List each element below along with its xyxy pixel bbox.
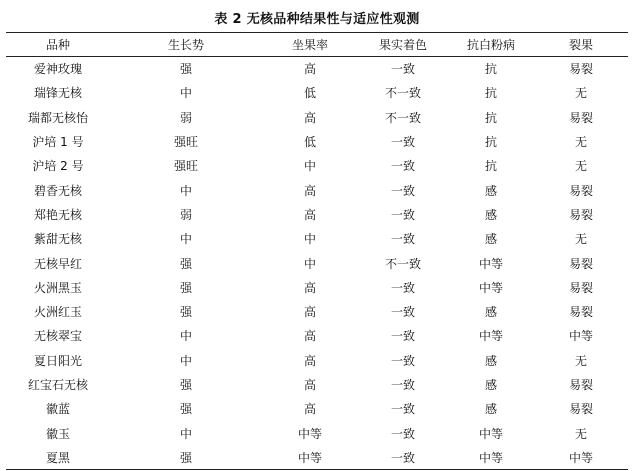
cell-cultivar: 沪培 1 号 (32, 135, 84, 150)
table-row (6, 445, 628, 469)
cell-powdery-mildew-resistance: 感 (484, 378, 497, 392)
cell-fruit-set-rate: 高 (303, 207, 316, 222)
cell-powdery-mildew-resistance: 中等 (478, 426, 503, 441)
cell-fruit-coloring: 一致 (390, 159, 415, 174)
cell-growth-vigor: 中 (179, 183, 192, 198)
cell-fruit-coloring: 一致 (390, 232, 415, 247)
table-row (6, 251, 628, 275)
cell-growth-vigor: 中 (179, 329, 192, 344)
cell-cultivar: 碧香无核 (33, 183, 82, 198)
cell-fruit-cracking: 易裂 (568, 402, 593, 417)
cell-fruit-cracking: 易裂 (568, 256, 593, 271)
cell-growth-vigor: 弱 (179, 110, 192, 125)
cell-fruit-set-rate: 高 (303, 110, 316, 125)
table-row (6, 324, 628, 348)
cell-fruit-set-rate: 中等 (262, 445, 358, 469)
cell-fruit-coloring: 一致 (390, 62, 415, 77)
cell-cultivar: 火洲红玉 (33, 305, 82, 320)
cell-fruit-set-rate: 高 (303, 378, 316, 392)
cell-powdery-mildew-resistance: 感 (484, 207, 497, 222)
cell-cultivar: 夏日阳光 (33, 353, 82, 368)
cell-growth-vigor: 中 (179, 426, 192, 441)
cell-cultivar: 无核翠宝 (33, 329, 82, 344)
table-row (6, 81, 628, 105)
cell-growth-vigor: 弱 (179, 207, 192, 222)
table-row (6, 397, 628, 421)
cell-growth-vigor: 强 (110, 445, 262, 469)
cell-fruit-cracking: 易裂 (568, 207, 593, 222)
cell-fruit-set-rate: 高 (303, 305, 316, 320)
cell-cultivar: 徽蓝 (45, 402, 70, 417)
cell-fruit-set-rate: 高 (303, 62, 316, 77)
cell-cultivar: 无核早红 (33, 256, 82, 271)
cell-fruit-set-rate: 高 (303, 353, 316, 368)
cell-growth-vigor: 中 (179, 86, 192, 101)
table-caption: 表 2 无核品种结果性与适应性观测 (214, 12, 420, 27)
cell-fruit-cracking: 无 (574, 232, 587, 247)
cell-fruit-set-rate: 中 (303, 256, 316, 271)
cell-fruit-coloring: 一致 (390, 353, 415, 368)
cell-fruit-cracking: 易裂 (568, 305, 593, 320)
cell-powdery-mildew-resistance: 感 (484, 402, 497, 417)
table-row (6, 227, 628, 251)
cell-growth-vigor: 强 (179, 378, 192, 392)
cell-fruit-set-rate: 中 (303, 232, 316, 247)
cell-fruit-coloring: 不一致 (384, 256, 421, 271)
cell-fruit-coloring: 一致 (390, 280, 415, 295)
cell-fruit-cracking: 无 (574, 135, 587, 150)
cell-fruit-cracking: 易裂 (568, 183, 593, 198)
cell-fruit-cracking: 无 (574, 86, 587, 101)
table-row (6, 178, 628, 202)
cell-fruit-coloring: 一致 (390, 183, 415, 198)
cell-fruit-cracking: 无 (574, 159, 587, 174)
cell-cultivar: 火洲黑玉 (33, 280, 82, 295)
cell-powdery-mildew-resistance: 中等 (478, 280, 503, 295)
cell-growth-vigor: 中 (179, 353, 192, 368)
cell-powdery-mildew-resistance: 抗 (484, 159, 497, 174)
cell-fruit-coloring: 不一致 (384, 86, 421, 101)
cell-fruit-coloring: 一致 (390, 135, 415, 150)
table-header-row (6, 33, 628, 57)
cell-powdery-mildew-resistance: 感 (484, 305, 497, 320)
table-row (6, 202, 628, 226)
cell-cultivar: 紫甜无核 (33, 232, 82, 247)
cell-fruit-cracking: 易裂 (568, 378, 593, 392)
cell-cultivar: 郑艳无核 (33, 207, 82, 222)
header-fruit-set-rate: 坐果率 (262, 33, 358, 57)
cell-powdery-mildew-resistance: 抗 (484, 62, 497, 77)
cell-growth-vigor: 强 (179, 402, 192, 417)
table-row (6, 421, 628, 445)
cell-fruit-set-rate: 高 (303, 329, 316, 344)
cell-fruit-set-rate: 中 (303, 159, 316, 174)
cell-fruit-set-rate: 高 (303, 280, 316, 295)
cell-cultivar: 爱神玫瑰 (33, 62, 82, 77)
header-fruit-cracking: 裂果 (534, 33, 628, 57)
cell-cultivar: 瑞都无核怡 (27, 110, 88, 125)
cell-powdery-mildew-resistance: 抗 (484, 110, 497, 125)
cell-cultivar: 沪培 2 号 (32, 159, 84, 174)
cell-fruit-set-rate: 低 (303, 135, 316, 150)
cell-fruit-coloring: 一致 (390, 402, 415, 417)
cell-powdery-mildew-resistance: 中等 (478, 329, 503, 344)
cell-powdery-mildew-resistance: 中等 (478, 256, 503, 271)
cell-fruit-coloring: 一致 (358, 445, 448, 469)
cell-fruit-coloring: 一致 (390, 207, 415, 222)
cell-fruit-coloring: 一致 (390, 305, 415, 320)
cell-powdery-mildew-resistance: 感 (484, 353, 497, 368)
cell-fruit-cracking: 中等 (534, 445, 628, 469)
cell-growth-vigor: 强 (179, 256, 192, 271)
cell-fruit-set-rate: 高 (303, 183, 316, 198)
cell-fruit-coloring: 一致 (390, 378, 415, 392)
cell-fruit-cracking: 中等 (568, 329, 593, 344)
cell-powdery-mildew-resistance: 抗 (484, 135, 497, 150)
cultivar-observation-table (6, 32, 628, 470)
cell-powdery-mildew-resistance: 感 (484, 183, 497, 198)
table-row (6, 275, 628, 299)
cell-cultivar: 徽玉 (45, 426, 70, 441)
cell-fruit-coloring: 一致 (390, 329, 415, 344)
header-powdery-mildew-resistance: 抗白粉病 (448, 33, 534, 57)
cell-cultivar: 瑞锋无核 (33, 86, 82, 101)
cell-powdery-mildew-resistance: 抗 (484, 86, 497, 101)
cell-cultivar: 红宝石无核 (27, 378, 88, 392)
cell-fruit-coloring: 一致 (390, 426, 415, 441)
cell-growth-vigor: 强 (179, 280, 192, 295)
cell-fruit-cracking: 易裂 (568, 280, 593, 295)
cell-growth-vigor: 强旺 (173, 159, 198, 174)
table-row (6, 299, 628, 323)
cell-fruit-set-rate: 高 (303, 402, 316, 417)
table-row (6, 105, 628, 129)
cell-powdery-mildew-resistance: 中等 (448, 445, 534, 469)
cell-fruit-set-rate: 低 (303, 86, 316, 101)
cell-growth-vigor: 强 (179, 305, 192, 320)
table-row (6, 154, 628, 178)
cell-fruit-cracking: 易裂 (568, 110, 593, 125)
cell-powdery-mildew-resistance: 感 (484, 232, 497, 247)
table-row (6, 57, 628, 81)
cell-cultivar: 夏黑 (6, 445, 110, 469)
cell-fruit-coloring: 不一致 (384, 110, 421, 125)
table-body (6, 57, 628, 470)
cell-growth-vigor: 中 (179, 232, 192, 247)
cell-growth-vigor: 强 (179, 62, 192, 77)
cell-growth-vigor: 强旺 (173, 135, 198, 150)
header-growth-vigor: 生长势 (110, 33, 262, 57)
table-row (6, 348, 628, 372)
cell-fruit-cracking: 易裂 (568, 62, 593, 77)
table-row (6, 372, 628, 396)
cell-fruit-set-rate: 中等 (297, 426, 322, 441)
cell-fruit-cracking: 无 (574, 426, 587, 441)
cell-fruit-cracking: 无 (574, 353, 587, 368)
header-fruit-coloring: 果实着色 (358, 33, 448, 57)
table-row (6, 129, 628, 153)
header-cultivar: 品种 (6, 33, 110, 57)
